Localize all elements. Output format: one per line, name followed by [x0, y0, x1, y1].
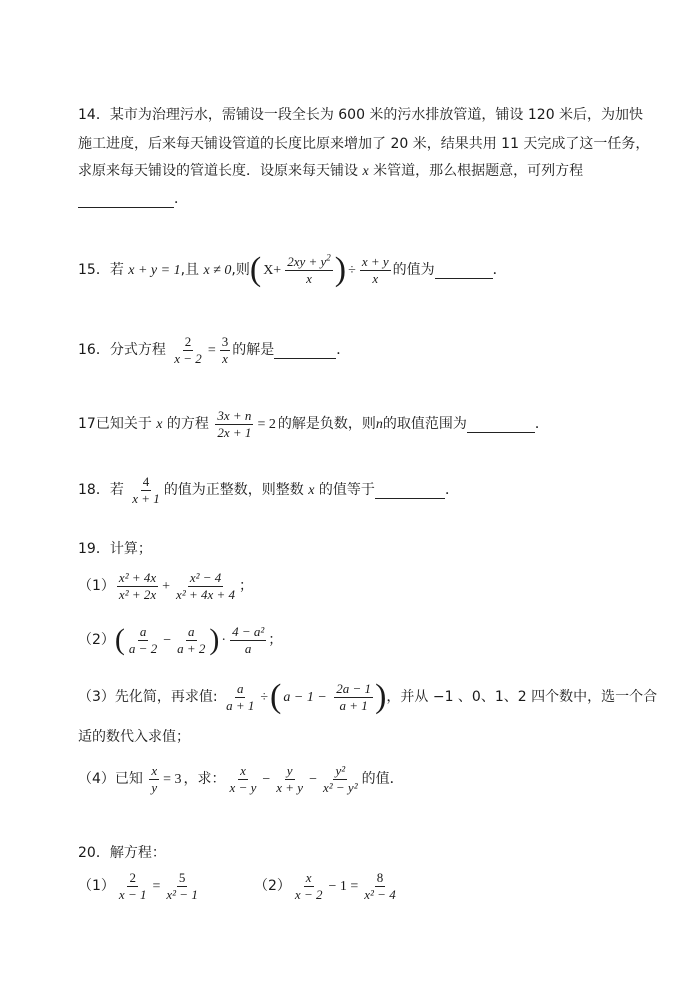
q20-p2-minus-one: − 1 =	[328, 879, 359, 894]
q17-answer-blank[interactable]	[467, 416, 535, 433]
q16-frac1-num: 2	[184, 333, 192, 349]
q14-line3	[78, 158, 583, 185]
q16-answer-blank[interactable]	[274, 342, 336, 359]
q19-p3-frac2	[334, 681, 373, 714]
q19-p3-frac2-num: 2a − 1	[336, 680, 372, 696]
q19-p3-line2-text: 适的数代入求值；	[78, 729, 190, 745]
q19-part3-line2	[78, 724, 190, 750]
q18-suffix: 的值等于	[314, 482, 375, 498]
q20-p2-frac2-den: x² − 4	[364, 886, 396, 902]
q15-line	[78, 248, 507, 293]
q17-frac-num: 3x + n	[217, 407, 252, 423]
q17-var-x: x	[156, 417, 163, 432]
q15-cond1: x + y = 1	[128, 263, 181, 278]
q16-eq: =	[207, 343, 216, 358]
q17-prefix: 17已知关于	[78, 416, 157, 432]
q19-part3	[78, 674, 657, 721]
q19-p3-frac1-den: a + 1	[226, 697, 255, 713]
q20-p2-frac1	[293, 870, 325, 903]
q15-cond2: x ≠ 0	[203, 263, 232, 278]
q15-x-plus: X+	[263, 263, 282, 278]
q19-p4-frac0-num: x	[151, 762, 158, 778]
q20-title	[78, 840, 166, 866]
q19-p3-frac1	[224, 681, 256, 714]
q15-frac1-num-text: 2xy + y	[287, 253, 327, 269]
q19-p3-div: ÷	[260, 690, 269, 705]
q17-mid: 的方程	[162, 416, 214, 432]
q19-p3-frac1-num: a	[236, 680, 244, 696]
q20-p1-frac2-num: 5	[178, 869, 186, 885]
q14-line1	[78, 102, 643, 128]
q20-p1-label: （1）	[78, 878, 115, 894]
q16-prefix: 16．分式方程	[78, 342, 171, 358]
q19-p4-frac3-num: y²	[335, 762, 346, 778]
q20-part2	[254, 866, 400, 907]
q19-p4-suffix: 的值．	[361, 771, 404, 787]
q19-p2-minus: −	[163, 633, 172, 648]
q14-answer-blank[interactable]	[78, 191, 174, 208]
q16-frac1-den: x − 2	[174, 350, 202, 366]
q15-right-paren: )	[334, 251, 347, 288]
q19-part1	[78, 566, 253, 607]
q20-p1-frac2	[164, 870, 199, 903]
q15-prefix: 15．若	[78, 262, 129, 278]
q19-p2-frac1-den: a − 2	[128, 640, 158, 656]
q19-p1-semi: ；	[239, 578, 254, 594]
q20-p1-frac1	[117, 870, 149, 903]
q19-p4-frac1-num: x	[240, 762, 246, 778]
q19-p4-frac2-den: x + y	[276, 779, 304, 795]
q17-line	[78, 404, 549, 445]
q19-p4-frac1	[228, 763, 259, 796]
q15-left-paren: (	[249, 251, 262, 288]
q20-p2-frac1-den: x − 2	[294, 886, 323, 902]
q19-p4-frac3-den: x² − y²	[322, 779, 358, 795]
q15-frac1-sup: 2	[326, 252, 331, 263]
q19-p1-frac2-den: x² + 4x + 4	[176, 586, 236, 602]
q19-p1-plus: +	[162, 579, 171, 594]
q20-part1	[78, 866, 202, 907]
q19-part2	[78, 618, 282, 663]
q19-p3-suffix: ，并从 −1 、0、1、2 四个数中，选一个合	[386, 689, 658, 705]
q16-frac2	[220, 334, 231, 367]
q19-p1-frac2	[174, 570, 237, 603]
q14-text-2: 施工进度，后来每天铺设管道的长度比原来增加了 20 米，结果共用 11 天完成了这一任务，	[78, 136, 650, 152]
q17-mid2: 的解是负数，则	[277, 416, 376, 432]
q16-line	[78, 330, 350, 371]
q16-frac2-den: x	[222, 350, 228, 366]
q14-text-3b: 米管道，那么根据题意，可列方程	[368, 163, 584, 179]
q14-var-x: x	[362, 164, 369, 179]
q19-p2-frac2-den: a + 2	[177, 640, 206, 656]
q19-p3-frac2-den: a + 1	[339, 697, 368, 713]
q19-p3-label: （3）先化简，再求值:	[78, 689, 223, 705]
q15-frac1-den: x	[306, 270, 312, 286]
q19-p4-frac0-den: y	[151, 779, 158, 795]
q19-p4-frac2-num: y	[286, 762, 293, 778]
q19-p4-label: （4）已知	[78, 771, 148, 787]
q18-var-x: x	[308, 483, 315, 498]
q16-frac2-num: 3	[221, 333, 229, 349]
q18-frac	[130, 474, 162, 507]
q19-p1-frac1-num: x² + 4x	[118, 569, 157, 585]
q18-line	[78, 470, 459, 511]
q19-title-text: 19．计算；	[78, 541, 152, 557]
q19-p4-mid: ，求：	[183, 771, 226, 787]
q19-p4-minus1: −	[262, 772, 271, 787]
q19-p4-frac1-den: x − y	[229, 779, 257, 795]
q19-p1-frac1-den: x² + 2x	[118, 586, 157, 602]
q19-p1-frac2-num: x² − 4	[189, 569, 222, 585]
q17-suffix: 的取值范围为	[382, 416, 467, 432]
q20-p1-frac1-num: 2	[129, 869, 136, 885]
q20-p1-frac1-den: x − 1	[118, 886, 147, 902]
q20-p1-frac2-den: x² − 1	[166, 886, 198, 902]
q18-end: ．	[444, 482, 459, 498]
q18-frac-den: x + 1	[132, 490, 160, 506]
q15-end: ．	[492, 262, 507, 278]
q14-text-1: 14．某市为治理污水，需铺设一段全长为 600 米的污水排放管道，铺设 120 米后，为加快	[78, 107, 644, 123]
q19-title	[78, 536, 152, 562]
q19-p4-frac2	[274, 763, 305, 796]
q17-end: ．	[534, 416, 549, 432]
q20-p2-frac1-num: x	[305, 869, 312, 885]
q18-mid: 的值为正整数，则整数	[163, 482, 309, 498]
q19-p4-eq: = 3	[163, 772, 182, 787]
q15-frac1	[285, 254, 333, 287]
q19-p4-frac0	[149, 763, 159, 796]
q19-p2-frac2-num: a	[188, 623, 195, 639]
q17-var-n: n	[375, 417, 383, 432]
q19-p3-right-paren: )	[375, 678, 387, 715]
q19-p2-dot: ·	[221, 633, 227, 648]
q19-p2-left-paren: (	[114, 623, 125, 656]
q15-cond-mid: ,且	[180, 262, 204, 278]
q20-p2-frac2	[362, 870, 397, 903]
q19-p2-frac3	[230, 624, 266, 657]
q16-suffix: 的解是	[232, 342, 275, 358]
q15-div: ÷	[348, 263, 356, 278]
q18-prefix: 18．若	[78, 482, 129, 498]
q19-p2-frac1-num: a	[139, 623, 147, 639]
q19-p1-label: （1）	[78, 578, 115, 594]
q15-frac2-den: x	[372, 270, 379, 286]
q20-title-text: 20．解方程：	[78, 845, 166, 861]
q19-p2-label: （2）	[78, 632, 115, 648]
q14-line2	[78, 131, 649, 157]
q19-p1-frac1	[117, 570, 158, 603]
q19-p2-semi: ；	[268, 632, 283, 648]
q16-frac1	[172, 334, 204, 367]
q17-eq: = 2	[257, 417, 276, 432]
q15-suffix: 的值为	[392, 262, 435, 278]
q19-p2-frac1	[127, 624, 159, 657]
q18-frac-num: 4	[142, 473, 150, 489]
q19-p2-frac2	[175, 624, 207, 657]
q15-answer-blank[interactable]	[435, 262, 493, 279]
q15-cond-end: ,则	[231, 262, 250, 278]
q15-frac2-num: x + y	[361, 253, 389, 269]
q19-p3-inner: a − 1 −	[283, 690, 331, 705]
q20-p2-frac2-num: 8	[376, 869, 384, 885]
q15-frac1-num	[285, 254, 333, 271]
q15-frac2	[360, 254, 391, 287]
q17-frac-den: 2x + 1	[217, 424, 252, 440]
q18-answer-blank[interactable]	[375, 482, 445, 499]
q17-frac	[215, 408, 253, 441]
q19-p4-minus2: −	[309, 772, 317, 787]
q19-p2-frac3-den: a	[244, 640, 252, 656]
q14-end: ．	[174, 191, 188, 207]
q19-p2-right-paren: )	[209, 623, 220, 656]
q19-p3-left-paren: (	[270, 678, 282, 715]
q16-end: ．	[336, 342, 351, 358]
q14-text-3a: 求原来每天铺设的管道长度．设原来每天铺设	[78, 163, 363, 179]
q20-p1-eq: =	[152, 879, 161, 894]
q19-p4-frac3	[321, 763, 360, 796]
q14-answer-line	[78, 186, 188, 212]
q19-part4	[78, 758, 404, 801]
q20-p2-label: （2）	[254, 878, 291, 894]
q19-p2-frac3-num: 4 − a²	[232, 623, 265, 639]
